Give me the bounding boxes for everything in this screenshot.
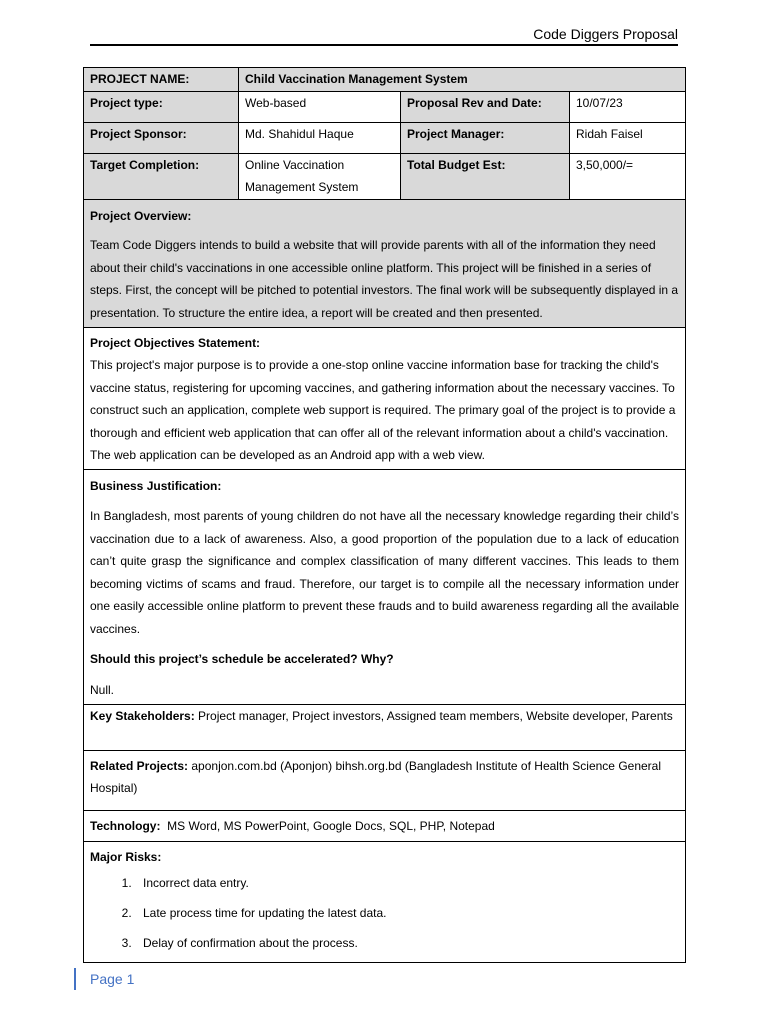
business-justification-text: In Bangladesh, most parents of young children do not have all the necessary knowledge regarding their child’s vaccination due to a lack of awareness. Also, a good proportion of the population due to a lack of education can’t quite grasp the significance and complex classification of many different vaccines. This leads to them becoming victims of scams and fraud. Therefore, our target is to compile all the necessary information under one easily accessible online platform to prevent these frauds and to build awareness regarding all the available vaccines. [90,509,679,636]
key-stakeholders-section [84,704,686,750]
row-project-type [84,91,686,122]
proposal-rev-label: Proposal Rev and Date: [401,91,570,122]
target-completion-value [239,153,401,199]
related-projects-label: Related Projects: [90,758,189,773]
related-projects-section [84,750,686,810]
project-overview-text: Team Code Diggers intends to build a website that will provide parents with all of the information they need about their child's vaccinations in one accessible online platform. This project will be finished in a series of steps. First, the concept will be pitched to potential investors. The final work will be subsequently displayed in a presentation. To structure the entire idea, a report will be created and then presented. [90,238,679,320]
project-name-label: PROJECT NAME: [84,68,239,92]
technology-text: MS Word, MS PowerPoint, Google Docs, SQL, PHP, Notepad [160,818,495,833]
row-project-overview [84,199,686,327]
risk-item: 3. Delay of confirmation about the process. [135,928,679,958]
row-related-projects [84,750,686,810]
row-major-risks [84,841,686,962]
row-project-name [84,68,686,92]
project-name-value: Child Vaccination Management System [239,68,686,92]
project-objectives-section [84,327,686,469]
project-overview-heading: Project Overview: [90,208,192,223]
project-type-value: Web-based [239,91,401,122]
footer-accent-bar [74,968,76,990]
target-completion-line-2: Management System [245,180,359,194]
total-budget-value: 3,50,000/= [570,153,686,199]
project-proposal-table [83,67,686,963]
risk-item: 1. Incorrect data entry. [135,868,679,898]
schedule-question: Should this project’s schedule be accelerated? Why? [90,652,394,666]
row-business-justification [84,469,686,704]
major-risks-list [90,868,679,958]
business-justification-section [84,469,686,704]
project-manager-label: Project Manager: [401,122,570,153]
project-sponsor-label: Project Sponsor: [84,122,239,153]
row-project-objectives [84,327,686,469]
row-key-stakeholders [84,704,686,750]
project-objectives-heading: Project Objectives Statement: [90,335,261,350]
risk-item: 2. Late process time for updating the latest data. [135,898,679,928]
header-rule [90,44,678,46]
target-completion-line-1: Online Vaccination [245,157,345,172]
project-objectives-text: This project's major purpose is to provide a one-stop online vaccine information base for tracking the child's vaccine status, registering for upcoming vaccines, and gathering information about the necessary vaccines. To construct such an application, complete web support is required. The primary goal of the project is to provide a thorough and efficient web application that can offer all of the relevant information about a child's vaccination. The web application can be developed as an Android app with a web view. [90,358,676,462]
schedule-answer: Null. [90,682,115,697]
project-sponsor-value: Md. Shahidul Haque [239,122,401,153]
document-header-title: Code Diggers Proposal [533,26,678,42]
target-completion-label: Target Completion: [84,153,239,199]
page-number: Page 1 [90,971,135,987]
technology-section [84,810,686,841]
related-projects-text: aponjon.com.bd (Aponjon) bihsh.org.bd (Bangladesh Institute of Health Science General Hospital) [90,758,662,795]
project-type-label: Project type: [84,91,239,122]
project-overview-section [84,199,686,327]
major-risks-section [84,841,686,962]
business-justification-heading: Business Justification: [90,478,222,493]
row-project-sponsor [84,122,686,153]
major-risks-heading: Major Risks: [90,849,162,864]
total-budget-label: Total Budget Est: [401,153,570,199]
technology-label: Technology: [90,818,161,833]
key-stakeholders-text: Project manager, Project investors, Assigned team members, Website developer, Parents [194,708,673,723]
project-manager-value: Ridah Faisel [570,122,686,153]
key-stakeholders-label: Key Stakeholders: [90,708,195,723]
row-target-completion [84,153,686,199]
proposal-rev-value: 10/07/23 [570,91,686,122]
row-technology [84,810,686,841]
